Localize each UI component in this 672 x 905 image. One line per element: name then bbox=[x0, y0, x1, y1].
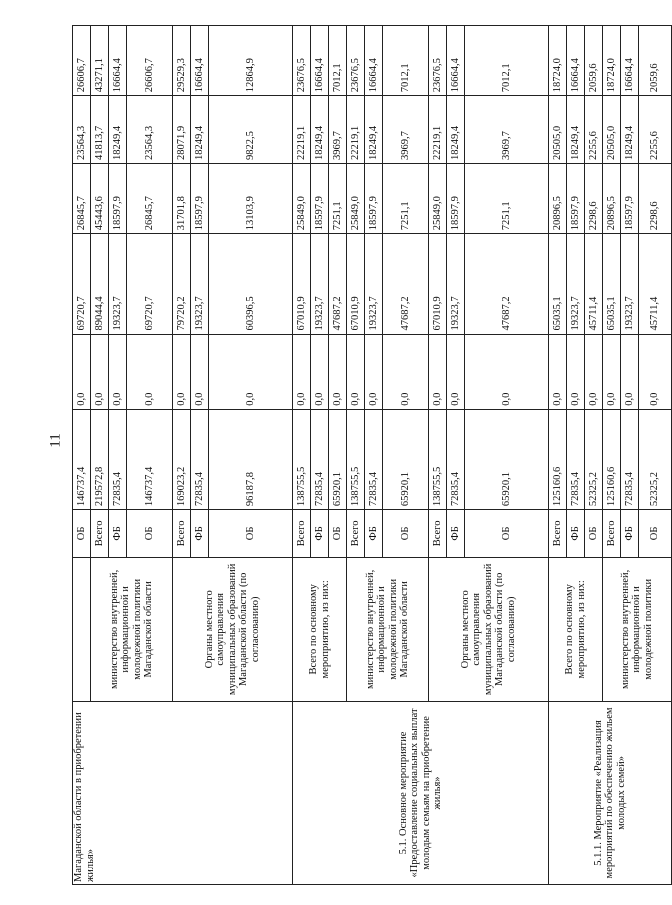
value-cell: 0,0 bbox=[329, 334, 347, 409]
value-cell: 0,0 bbox=[109, 334, 127, 409]
value-cell: 45711,4 bbox=[639, 234, 672, 334]
value-cell: 67010,9 bbox=[429, 234, 447, 334]
value-cell: 28071,9 bbox=[173, 96, 191, 164]
value-cell: 138755,5 bbox=[429, 409, 447, 509]
value-cell: 23676,5 bbox=[347, 26, 365, 96]
value-cell: 65920,1 bbox=[383, 409, 429, 509]
source-cell: ФБ bbox=[109, 510, 127, 558]
value-cell: 7012,1 bbox=[329, 26, 347, 96]
value-cell: 19323,7 bbox=[621, 234, 639, 334]
value-cell: 19323,7 bbox=[447, 234, 465, 334]
source-cell: ОБ bbox=[73, 510, 91, 558]
value-cell: 65035,1 bbox=[603, 234, 621, 334]
value-cell: 69720,7 bbox=[73, 234, 91, 334]
value-cell: 0,0 bbox=[173, 334, 191, 409]
value-cell: 169023,2 bbox=[173, 409, 191, 509]
table-row bbox=[73, 26, 91, 885]
value-cell: 18249,4 bbox=[447, 96, 465, 164]
source-cell: Всего bbox=[91, 510, 109, 558]
source-cell: Всего bbox=[603, 510, 621, 558]
value-cell: 7251,1 bbox=[465, 164, 549, 234]
value-cell: 60396,5 bbox=[209, 234, 293, 334]
source-cell: ОБ bbox=[465, 510, 549, 558]
executor-cell: Всего по основному мероприятию, из них: bbox=[293, 557, 347, 701]
value-cell: 23564,3 bbox=[73, 96, 91, 164]
value-cell: 19323,7 bbox=[311, 234, 329, 334]
value-cell: 20505,0 bbox=[549, 96, 567, 164]
value-cell: 45443,6 bbox=[91, 164, 109, 234]
value-cell: 0,0 bbox=[429, 334, 447, 409]
value-cell: 18597,9 bbox=[311, 164, 329, 234]
value-cell: 18597,9 bbox=[365, 164, 383, 234]
value-cell: 19323,7 bbox=[109, 234, 127, 334]
value-cell: 25849,0 bbox=[347, 164, 365, 234]
value-cell: 0,0 bbox=[465, 334, 549, 409]
value-cell: 16664,4 bbox=[447, 26, 465, 96]
source-cell: ОБ bbox=[329, 510, 347, 558]
source-cell: Всего bbox=[347, 510, 365, 558]
value-cell: 146737,4 bbox=[127, 409, 173, 509]
value-cell: 0,0 bbox=[639, 334, 672, 409]
value-cell: 72835,4 bbox=[365, 409, 383, 509]
value-cell: 7251,1 bbox=[329, 164, 347, 234]
value-cell: 18249,4 bbox=[311, 96, 329, 164]
value-cell: 0,0 bbox=[127, 334, 173, 409]
value-cell: 23564,3 bbox=[127, 96, 173, 164]
value-cell: 146737,4 bbox=[73, 409, 91, 509]
source-cell: Всего bbox=[173, 510, 191, 558]
value-cell: 47687,2 bbox=[329, 234, 347, 334]
value-cell: 16664,4 bbox=[109, 26, 127, 96]
value-cell: 125160,6 bbox=[549, 409, 567, 509]
measure-name-cell: Магаданской области в приобретении жилья» bbox=[73, 701, 293, 884]
value-cell: 2298,6 bbox=[639, 164, 672, 234]
value-cell: 19323,7 bbox=[567, 234, 585, 334]
table-row bbox=[549, 26, 567, 885]
value-cell: 2255,6 bbox=[585, 96, 603, 164]
value-cell: 31701,8 bbox=[173, 164, 191, 234]
value-cell: 45711,4 bbox=[585, 234, 603, 334]
rotated-page-area bbox=[72, 25, 661, 885]
value-cell: 67010,9 bbox=[347, 234, 365, 334]
value-cell: 26606,7 bbox=[73, 26, 91, 96]
value-cell: 22219,1 bbox=[347, 96, 365, 164]
value-cell: 25849,0 bbox=[429, 164, 447, 234]
source-cell: ФБ bbox=[365, 510, 383, 558]
value-cell: 18597,9 bbox=[109, 164, 127, 234]
value-cell: 52325,2 bbox=[585, 409, 603, 509]
source-cell: ФБ bbox=[621, 510, 639, 558]
value-cell: 47687,2 bbox=[465, 234, 549, 334]
measure-name-cell: 5.1. Основное мероприятие «Предоставление социальных выплат молодым семьям на приобретение жилья» bbox=[293, 701, 549, 884]
value-cell: 72835,4 bbox=[109, 409, 127, 509]
value-cell: 138755,5 bbox=[347, 409, 365, 509]
value-cell: 16664,4 bbox=[311, 26, 329, 96]
value-cell: 20505,0 bbox=[603, 96, 621, 164]
value-cell: 18724,0 bbox=[549, 26, 567, 96]
value-cell: 79720,2 bbox=[173, 234, 191, 334]
value-cell: 0,0 bbox=[293, 334, 311, 409]
value-cell: 0,0 bbox=[191, 334, 209, 409]
value-cell: 43271,1 bbox=[91, 26, 109, 96]
value-cell: 26845,7 bbox=[73, 164, 91, 234]
value-cell: 22219,1 bbox=[429, 96, 447, 164]
value-cell: 25849,0 bbox=[293, 164, 311, 234]
value-cell: 29529,3 bbox=[173, 26, 191, 96]
value-cell: 19323,7 bbox=[365, 234, 383, 334]
value-cell: 0,0 bbox=[585, 334, 603, 409]
value-cell: 26845,7 bbox=[127, 164, 173, 234]
value-cell: 41813,7 bbox=[91, 96, 109, 164]
value-cell: 23676,5 bbox=[293, 26, 311, 96]
value-cell: 26606,7 bbox=[127, 26, 173, 96]
value-cell: 125160,6 bbox=[603, 409, 621, 509]
value-cell: 0,0 bbox=[447, 334, 465, 409]
value-cell: 72835,4 bbox=[191, 409, 209, 509]
value-cell: 13103,9 bbox=[209, 164, 293, 234]
value-cell: 2298,6 bbox=[585, 164, 603, 234]
value-cell: 0,0 bbox=[603, 334, 621, 409]
value-cell: 12864,9 bbox=[209, 26, 293, 96]
value-cell: 219572,8 bbox=[91, 409, 109, 509]
source-cell: ОБ bbox=[383, 510, 429, 558]
measure-name-cell: 5.1.1. Мероприятие «Реализация мероприятий по обеспечению жильем молодых семей» bbox=[549, 701, 672, 884]
value-cell: 18249,4 bbox=[567, 96, 585, 164]
value-cell: 0,0 bbox=[567, 334, 585, 409]
value-cell: 72835,4 bbox=[621, 409, 639, 509]
value-cell: 65920,1 bbox=[329, 409, 347, 509]
value-cell: 67010,9 bbox=[293, 234, 311, 334]
value-cell: 0,0 bbox=[91, 334, 109, 409]
value-cell: 3969,7 bbox=[383, 96, 429, 164]
value-cell: 0,0 bbox=[209, 334, 293, 409]
value-cell: 16664,4 bbox=[567, 26, 585, 96]
value-cell: 18597,9 bbox=[191, 164, 209, 234]
source-cell: ФБ bbox=[191, 510, 209, 558]
executor-cell: Органы местного самоуправления муниципальных образований Магаданской области (по согласованию) bbox=[173, 557, 293, 701]
source-cell: ОБ bbox=[585, 510, 603, 558]
source-cell: Всего bbox=[293, 510, 311, 558]
value-cell: 16664,4 bbox=[365, 26, 383, 96]
value-cell: 9822,5 bbox=[209, 96, 293, 164]
value-cell: 69720,7 bbox=[127, 234, 173, 334]
value-cell: 18724,0 bbox=[603, 26, 621, 96]
value-cell: 0,0 bbox=[621, 334, 639, 409]
value-cell: 3969,7 bbox=[465, 96, 549, 164]
value-cell: 18249,4 bbox=[365, 96, 383, 164]
source-cell: ОБ bbox=[209, 510, 293, 558]
value-cell: 2255,6 bbox=[639, 96, 672, 164]
value-cell: 0,0 bbox=[365, 334, 383, 409]
executor-cell bbox=[73, 557, 91, 701]
value-cell: 0,0 bbox=[383, 334, 429, 409]
executor-cell: министерство внутренней, информационной и молодежной политики Магаданской области bbox=[91, 557, 173, 701]
value-cell: 18597,9 bbox=[621, 164, 639, 234]
source-cell: ОБ bbox=[639, 510, 672, 558]
value-cell: 2059,6 bbox=[639, 26, 672, 96]
value-cell: 0,0 bbox=[549, 334, 567, 409]
value-cell: 72835,4 bbox=[311, 409, 329, 509]
value-cell: 7012,1 bbox=[465, 26, 549, 96]
value-cell: 19323,7 bbox=[191, 234, 209, 334]
value-cell: 89044,4 bbox=[91, 234, 109, 334]
value-cell: 65035,1 bbox=[549, 234, 567, 334]
table-row bbox=[293, 26, 311, 885]
source-cell: ФБ bbox=[567, 510, 585, 558]
source-cell: ОБ bbox=[127, 510, 173, 558]
source-cell: Всего bbox=[549, 510, 567, 558]
value-cell: 18597,9 bbox=[567, 164, 585, 234]
value-cell: 7251,1 bbox=[383, 164, 429, 234]
value-cell: 138755,5 bbox=[293, 409, 311, 509]
source-cell: ФБ bbox=[447, 510, 465, 558]
value-cell: 18597,9 bbox=[447, 164, 465, 234]
value-cell: 0,0 bbox=[73, 334, 91, 409]
value-cell: 0,0 bbox=[347, 334, 365, 409]
executor-cell: министерство внутренней, информационной и молодежной политики Магаданской области bbox=[347, 557, 429, 701]
value-cell: 22219,1 bbox=[293, 96, 311, 164]
value-cell: 20896,5 bbox=[603, 164, 621, 234]
executor-cell: Всего по основному мероприятию, из них: bbox=[549, 557, 603, 701]
value-cell: 47687,2 bbox=[383, 234, 429, 334]
value-cell: 72835,4 bbox=[447, 409, 465, 509]
value-cell: 65920,1 bbox=[465, 409, 549, 509]
value-cell: 23676,5 bbox=[429, 26, 447, 96]
source-cell: ФБ bbox=[311, 510, 329, 558]
value-cell: 18249,4 bbox=[621, 96, 639, 164]
value-cell: 16664,4 bbox=[191, 26, 209, 96]
budget-table bbox=[72, 25, 672, 885]
source-cell: Всего bbox=[429, 510, 447, 558]
budget-table-container bbox=[72, 25, 661, 885]
value-cell: 2059,6 bbox=[585, 26, 603, 96]
page-number: 11 bbox=[47, 433, 64, 448]
value-cell: 18249,4 bbox=[191, 96, 209, 164]
value-cell: 96187,8 bbox=[209, 409, 293, 509]
value-cell: 52325,2 bbox=[639, 409, 672, 509]
value-cell: 3969,7 bbox=[329, 96, 347, 164]
value-cell: 7012,1 bbox=[383, 26, 429, 96]
executor-cell: министерство внутренней, информационной и молодежной политики bbox=[603, 557, 672, 701]
value-cell: 16664,4 bbox=[621, 26, 639, 96]
value-cell: 0,0 bbox=[311, 334, 329, 409]
executor-cell: Органы местного самоуправления муниципальных образований Магаданской области (по согласованию) bbox=[429, 557, 549, 701]
value-cell: 72835,4 bbox=[567, 409, 585, 509]
value-cell: 18249,4 bbox=[109, 96, 127, 164]
value-cell: 20896,5 bbox=[549, 164, 567, 234]
